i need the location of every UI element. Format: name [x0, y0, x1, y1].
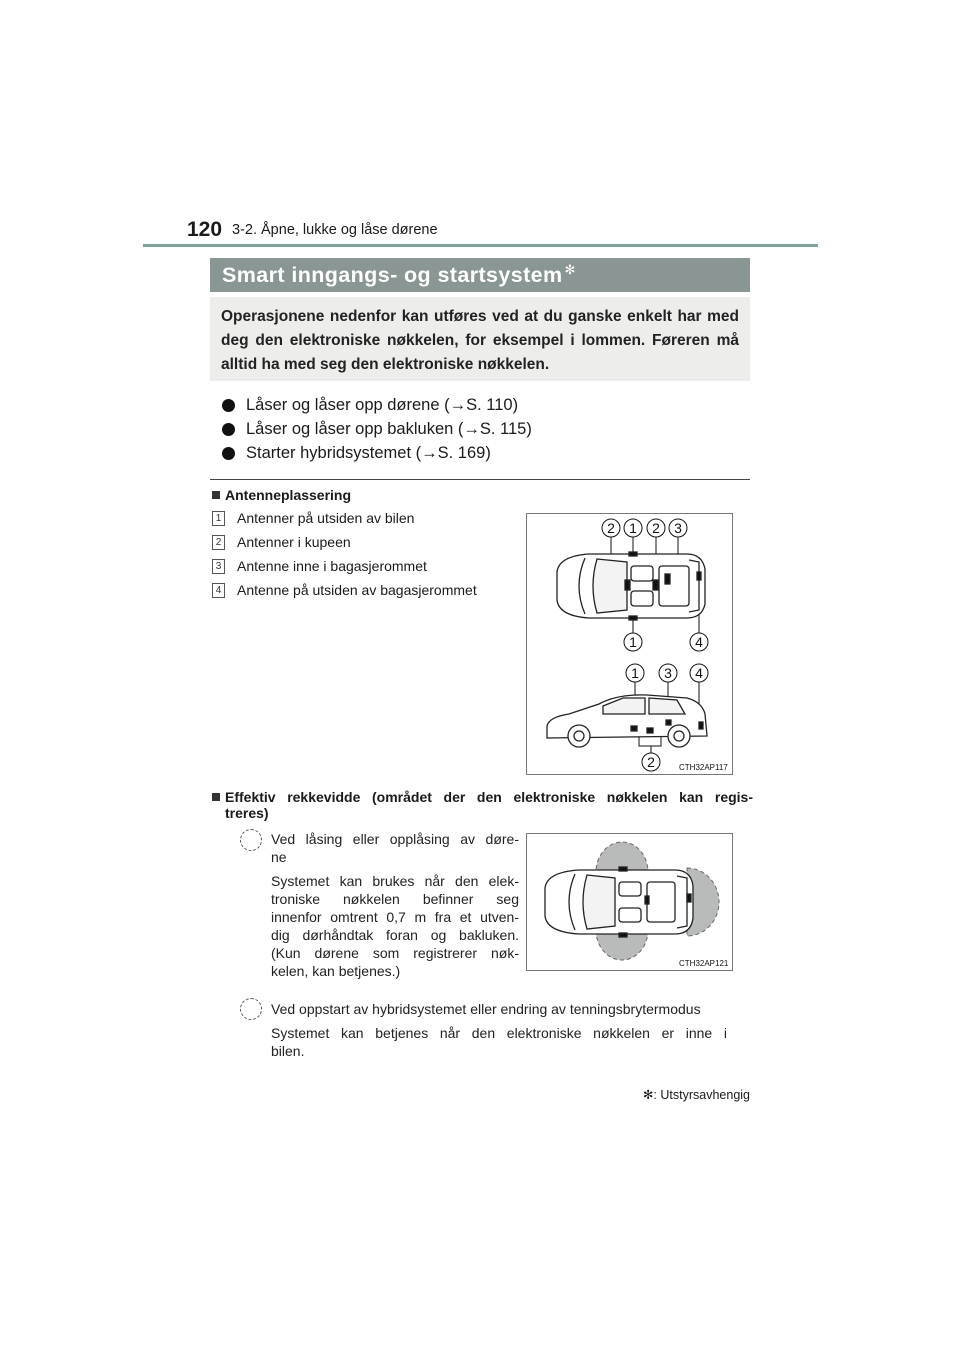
- range-item-body: kelen, kan betjenes.): [271, 963, 401, 979]
- range-item-body: bilen.: [271, 1043, 305, 1059]
- bullet-icon: [222, 447, 235, 460]
- antenna-item-label: Antenne på utsiden av bagasjerommet: [237, 582, 477, 598]
- antenna-item-label: Antenne inne i bagasjerommet: [237, 558, 427, 574]
- antenna-item: [212, 558, 427, 574]
- antenna-location-diagram: [526, 513, 733, 775]
- feature-list: [222, 393, 532, 465]
- range-item-body: troniske nøkkelen befinner seg: [271, 891, 519, 907]
- list-item: [222, 393, 532, 417]
- callout-label: 2: [647, 754, 655, 770]
- antenna-item: [212, 582, 477, 598]
- intro-text: Operasjonene nedenfor kan utføres ved at du ganske enkelt har med deg den elektroniske nøkkelen, for eksempel i lommen. Føreren må alltid ha med seg den elektroniske nøkkelen.: [221, 308, 739, 373]
- callout-label: 1: [629, 634, 637, 650]
- range-heading: [212, 789, 752, 821]
- antenna-heading: [212, 487, 351, 503]
- antenna-item-label: Antenner i kupeen: [237, 534, 351, 550]
- range-item-title: Ved låsing eller opplåsing av døre-: [271, 831, 519, 847]
- antenna-heading-text: Antenneplassering: [225, 487, 352, 503]
- section-title-bar: [210, 258, 750, 292]
- range-item-body: Systemet kan betjenes når den elektroniske nøkkelen er inne i: [271, 1025, 727, 1041]
- dashed-range-icon: [240, 998, 262, 1020]
- list-item-text: Låser og låser opp bakluken (→S. 115): [246, 419, 532, 438]
- range-heading-line: treres): [225, 805, 269, 821]
- callout-label: 1: [629, 520, 637, 536]
- car-top-view: [557, 552, 705, 620]
- number-box: 2: [212, 535, 225, 550]
- callout-label: 4: [695, 634, 703, 650]
- number-box: 3: [212, 559, 225, 574]
- equipment-marker: ✻: [564, 262, 576, 277]
- list-item-text: Låser og låser opp dørene (→S. 110): [246, 395, 519, 414]
- callout-label: 2: [652, 520, 660, 536]
- bullet-icon: [222, 423, 235, 436]
- range-item-body: dig dørhåndtak foran og bakluken.: [271, 927, 519, 943]
- car-side-view: [547, 695, 707, 747]
- square-bullet-icon: [212, 793, 220, 801]
- footnote: ✻: Utstyrsavhengig: [642, 1088, 750, 1102]
- range-item-title: Ved oppstart av hybridsystemet eller endring av tenningsbrytermodus: [271, 1001, 701, 1017]
- page-title-text: Smart inngangs- og startsystem: [222, 263, 563, 288]
- header-divider: [143, 244, 818, 247]
- callout-label: 1: [631, 665, 639, 681]
- antenna-item: [212, 534, 351, 550]
- section-breadcrumb: 3-2. Åpne, lukke og låse dørene: [232, 222, 438, 238]
- figure-code: CTH32AP117: [679, 763, 728, 772]
- callout-label: 4: [695, 665, 703, 681]
- dashed-range-icon: [240, 829, 262, 851]
- page-number: 120: [187, 218, 223, 241]
- range-item-body: Systemet kan brukes når den elek-: [271, 873, 519, 889]
- range-heading-line: Effektiv rekkevidde (området der den elektroniske nøkkelen kan regis-: [225, 789, 753, 805]
- callout-label: 2: [607, 520, 615, 536]
- number-box: 1: [212, 511, 225, 526]
- page-title: [222, 262, 576, 288]
- car-top-view: [545, 867, 693, 937]
- range-item-title: ne: [271, 849, 287, 865]
- list-item-text: Starter hybridsystemet (→S. 169): [246, 443, 491, 462]
- callout-label: 3: [674, 520, 682, 536]
- range-item-start: [271, 1000, 727, 1060]
- effective-range-diagram: [526, 833, 733, 971]
- number-box: 4: [212, 583, 225, 598]
- figure-code: CTH32AP121: [679, 959, 729, 968]
- bullet-icon: [222, 399, 235, 412]
- range-item-unlock: [271, 830, 519, 980]
- antenna-item: [212, 510, 414, 526]
- section-divider: [210, 479, 750, 480]
- square-bullet-icon: [212, 491, 220, 499]
- list-item: [222, 441, 532, 465]
- list-item: [222, 417, 532, 441]
- range-item-body: innenfor omtrent 0,7 m fra et utven-: [271, 909, 519, 925]
- antenna-item-label: Antenner på utsiden av bilen: [237, 510, 415, 526]
- intro-box: [210, 297, 750, 381]
- callout-label: 3: [664, 665, 672, 681]
- range-item-body: (Kun dørene som registrerer nøk-: [271, 945, 519, 961]
